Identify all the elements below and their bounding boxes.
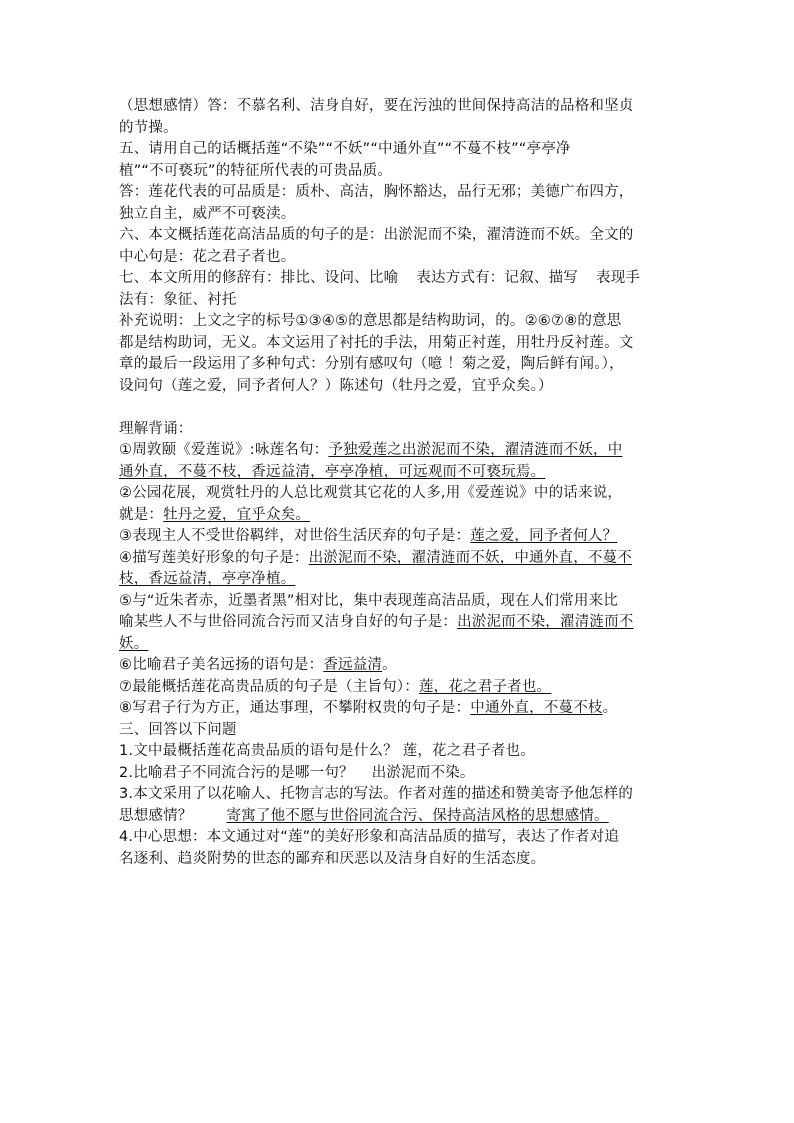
text-line: 独立自主，威严不可亵渎。 — [119, 205, 296, 222]
text-segment: 2.比喻君子不同流合污的是哪一句？ — [119, 764, 354, 781]
recite-item-6 — [119, 655, 679, 677]
text-line: （思想感情）答：不慕名利、洁身自好，要在污浊的世间保持高洁的品格和坚贞 — [119, 98, 634, 114]
text-line: 法有：象征、衬托 — [119, 291, 237, 308]
recite-item-1 — [119, 440, 679, 462]
text-segment: ④描写莲美好形象的句子是： — [119, 549, 309, 566]
recite-item-7 — [119, 677, 679, 699]
text-segment: 思想感情？ — [119, 807, 193, 824]
underlined-answer: 中通外直，不蔓不枝 — [470, 700, 603, 716]
question-6-heading: 六、本文概括莲花高洁品质的句子的是：出淤泥而不染，濯清涟而不妖。全文的 — [119, 227, 634, 243]
text-segment: ⑥比喻君子美名远扬的语句是： — [119, 657, 324, 673]
recite-item-3 — [119, 526, 679, 548]
question-5-heading: 五、请用自己的话概括莲“不染”“不妖”“中通外直”“不蔓不枝”“亭亭净 — [119, 141, 571, 157]
underlined-answer: 香远益清 — [323, 657, 383, 673]
text-segment: ⑧写君子行为方正，通达事理，不攀附权贵的句子是： — [119, 700, 471, 716]
underlined-answer: 出淤泥而不染，濯清涟而不妖，中通外直，不蔓不 — [308, 549, 633, 566]
recite-item-2: ②公园花展，观赏牡丹的人总比观赏其它花的人多,用《爱莲说》中的话来说， — [119, 485, 623, 501]
underlined-answer: 通外直，不蔓不枝，香远益清，亭亭净植，可远观而不可亵玩焉。 — [119, 463, 546, 480]
recite-item-4 — [119, 548, 679, 570]
text-line: 章的最后一段运用了多种句式：分别有感叹句（噫 ！菊之爱，陶后鲜有闻。）， — [119, 356, 624, 372]
document-page — [119, 96, 679, 870]
text-segment: ③表现主人不受世俗羁绊，对世俗生活厌弃的句子是： — [119, 528, 471, 544]
text-segment: ①周敦颐《爱莲说》:咏莲名句： — [119, 442, 329, 458]
underlined-answer: 枝，香远益清，亭亭净植。 — [119, 571, 296, 587]
text-segment: 出淤泥而不染。 — [371, 764, 475, 781]
text-segment: 喻某些人不与世俗同流合污而又洁身自好的句子是： — [119, 614, 458, 630]
text-line — [119, 612, 679, 634]
underlined-answer: 莲之爱，同予者何人？ — [470, 528, 618, 544]
text-line — [119, 569, 679, 591]
text-segment: 七、本文所用的修辞有：排比、设问、比喻 — [119, 270, 399, 286]
text-line — [119, 806, 679, 828]
text-segment: ⑦最能概括莲花高贵品质的句子是（主旨句）： — [119, 678, 419, 695]
text-segment: 表现手 — [596, 270, 641, 286]
underlined-answer: 寄寓了他不愿与世俗同流合污、保持高洁风格的思想感情。 — [226, 807, 609, 824]
section-heading-recite: 理解背诵： — [119, 420, 193, 437]
qa-item-3: 3.本文采用了以花喻人、托物言志的写法。作者对莲的描述和赞美寄予他怎样的 — [119, 786, 634, 802]
section-heading-questions: 三、回答以下问题 — [119, 721, 237, 738]
text-line: 名逐利、趋炎附势的世态的鄙弃和厌恶以及洁身自好的生活态度。 — [119, 850, 546, 867]
recite-item-8 — [119, 698, 679, 720]
text-line: 植”“不可亵玩”的特征所代表的可贵品质。 — [119, 162, 393, 179]
underlined-answer: 予独爱莲之出淤泥而不染，濯清涟而不妖，中 — [328, 442, 623, 458]
supplement-note: 补充说明：上文之字的标号①③④⑤的意思都是结构助词，的。②⑥⑦⑧的意思 — [119, 313, 622, 329]
text-segment: 。 — [382, 657, 397, 673]
text-line: 的节操。 — [119, 119, 178, 136]
text-line: 都是结构助词，无义。本文运用了衬托的手法，用菊正衬莲，用牡丹反衬莲。文 — [119, 334, 634, 351]
answer-5: 答：莲花代表的可品质是：质朴、高洁，胸怀豁达，品行无邪；美德广布四方， — [119, 184, 634, 200]
text-line: 设问句（莲之爱，同予者何人？）陈述句（牡丹之爱，宜乎众矣。） — [119, 377, 553, 394]
underlined-answer: 莲，花之君子者也。 — [418, 678, 552, 695]
qa-item-1: 1.文中最概括莲花高贵品质的语句是什么？ 莲，花之君子者也。 — [119, 743, 535, 759]
text-line — [119, 634, 679, 656]
qa-item-2 — [119, 763, 679, 785]
blank-line — [119, 397, 679, 419]
text-segment: 。 — [602, 700, 618, 716]
text-line — [119, 505, 679, 527]
underlined-answer: 出淤泥而不染，濯清涟而不 — [457, 614, 634, 630]
question-7-heading — [119, 268, 679, 290]
underlined-answer: 牡丹之爱，宜乎众矣。 — [163, 506, 311, 523]
qa-item-4: 4.中心思想：本文通过对“莲”的美好形象和高洁品质的描写，表达了作者对追 — [119, 829, 620, 845]
recite-item-5: ⑤与“近朱者赤，近墨者黑”相对比，集中表现莲高洁品质，现在人们常用来比 — [119, 592, 619, 609]
text-line: 中心句是：花之君子者也。 — [119, 248, 296, 265]
text-segment: 就是： — [119, 506, 164, 523]
underlined-answer: 妖。 — [119, 635, 149, 652]
text-segment: 表达方式有：记叙、描写 — [416, 270, 579, 286]
